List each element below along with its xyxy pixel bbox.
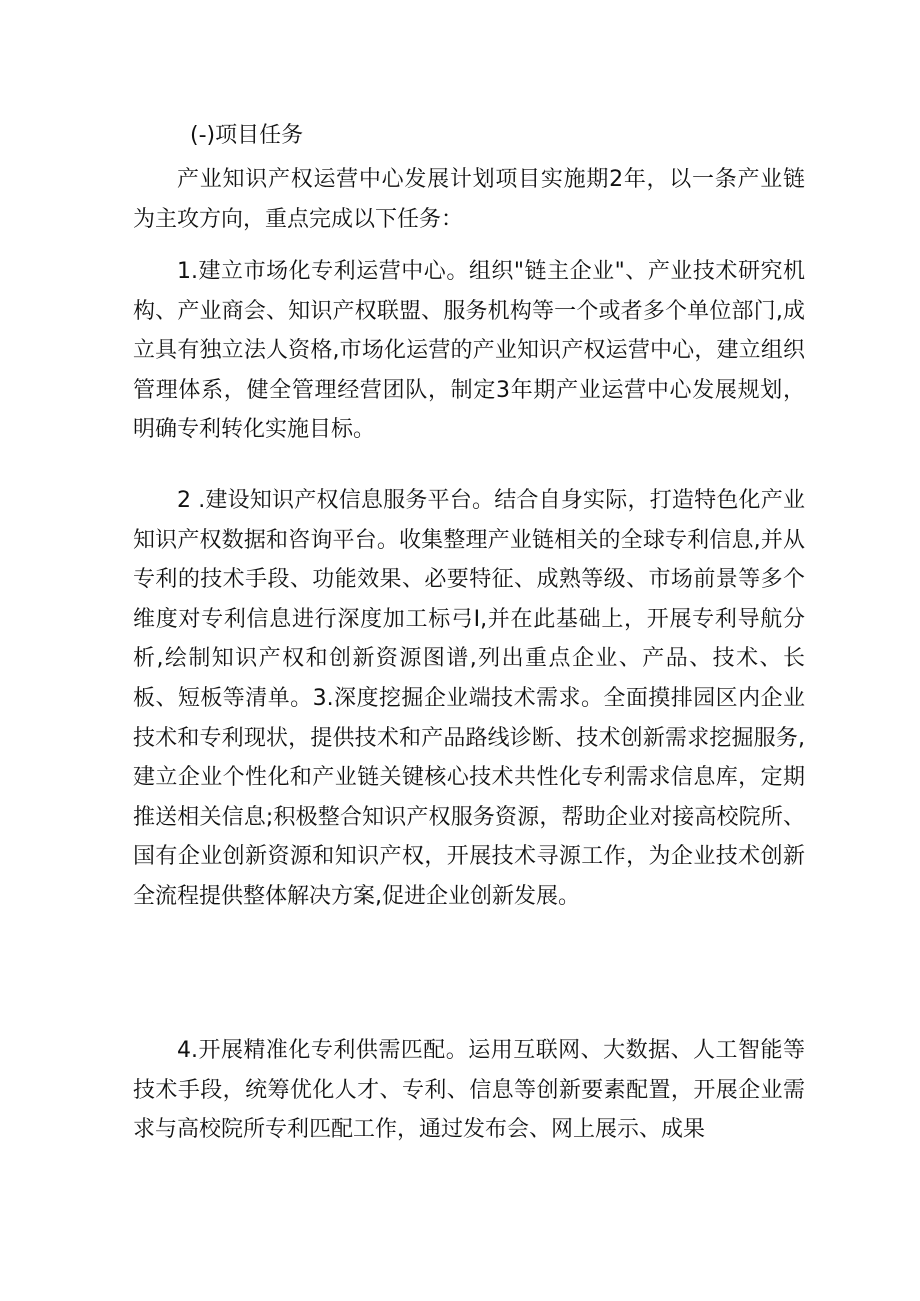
paragraph-intro: 产业知识产权运营中心发展计划项目实施期2年，以一条产业链为主攻方向，重点完成以下任务： bbox=[133, 167, 805, 232]
paragraph-task-4: 4.开展精准化专利供需匹配。运用互联网、大数据、人工智能等技术手段，统筹优化人才、专利、信息等创新要素配置，开展企业需求与高校院所专利匹配工作，通过发布会、网上展示、成果 bbox=[133, 1038, 805, 1143]
paragraph-task-1: 1.建立市场化专利运营中心。组织"链主企业"、产业技术研究机构、产业商会、知识产权联盟、服务机构等一个或者多个单位部门,成立具有独立法人资格,市场化运营的产业知识产权运营中心，建立组织管理体系，健全管理经营团队，制定3年期产业运营中心发展规划，明确专利转化实施目标。 bbox=[133, 259, 805, 443]
section-heading: (-)项目任务 bbox=[190, 123, 304, 148]
paragraph-task-2-3: 2 .建设知识产权信息服务平台。结合自身实际，打造特色化产业知识产权数据和咨询平台。收集整理产业链相关的全球专利信息,并从专利的技术手段、功能效果、必要特征、成熟等级、市场前景等多个维度对专利信息进行深度加工标弓I,并在此基础上，开展专利导航分析,绘制知识产权和创新资源图谱,列出重点企业、产品、技术、长板、短板等清单。3.深度挖掘企业端技术需求。全面摸排园区内企业技术和专利现状，提供技术和产品路线诊断、技术创新需求挖掘服务,建立企业个性化和产业链关键核心技术共性化专利需求信息库，定期推送相关信息;积极整合知识产权服务资源，帮助企业对接高校院所、国有企业创新资源和知识产权，开展技术寻源工作，为企业技术创新全流程提供整体解决方案,促进企业创新发展。 bbox=[133, 488, 805, 909]
